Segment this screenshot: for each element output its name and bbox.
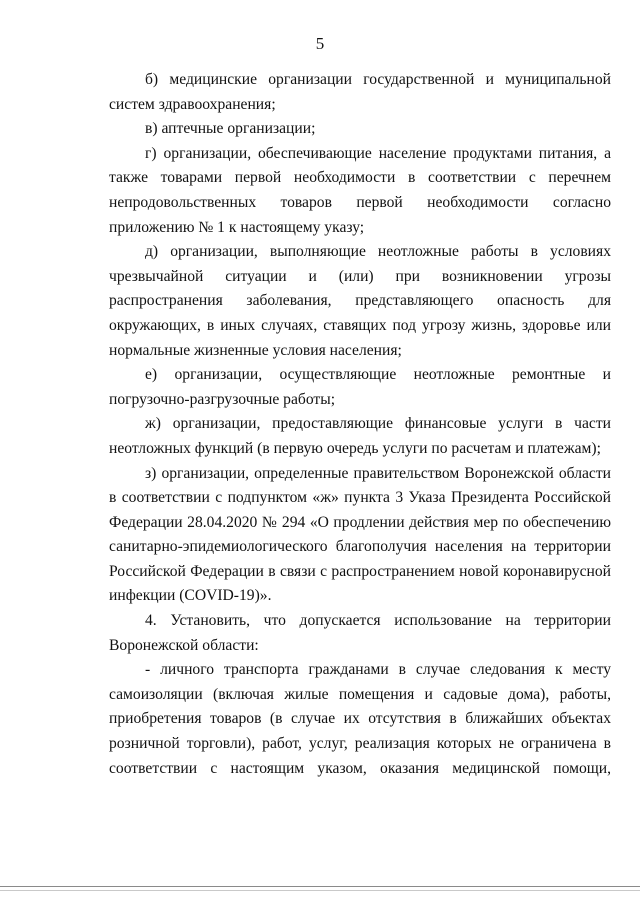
paragraph-d: д) организации, выполняющие неотложные работы в условиях чрезвычайной ситуации и (или) при возникновении угрозы распространения заболевания, представляющего опасность для окружающих, в иных случаях, ставящих под угрозу жизнь, здоровье или нормальные жизненные условия населения;: [109, 243, 611, 359]
paragraph-zh: ж) организации, предоставляющие финансовые услуги в части неотложных функций (в первую очередь услуги по расчетам и платежам);: [109, 415, 611, 457]
scan-edge-line-secondary: [0, 890, 640, 891]
paragraph-4-item: - личного транспорта гражданами в случае следования к месту самоизоляции (включая жилые помещения и садовые дома), работы, приобретения товаров (в случае их отсутствия в ближайших объектах розничной торговли), работ, услуг, реализация которых не ограничена в соответствии с настоящим указом, оказания медицинской помощи,: [109, 661, 611, 777]
paragraph-g: г) организации, обеспечивающие население продуктами питания, а также товарами первой необходимости в соответствии с перечнем непродовольственных товаров первой необходимости согласно приложению № 1 к настоящему указу;: [109, 144, 611, 236]
document-body: [109, 68, 611, 781]
paragraph-4: 4. Установить, что допускается использование на территории Воронежской области:: [109, 612, 611, 654]
paragraph-e: е) организации, осуществляющие неотложные ремонтные и погрузочно-разгрузочные работы;: [109, 366, 611, 408]
scan-edge-line: [0, 886, 640, 887]
paragraph-b: б) медицинские организации государственной и муниципальной систем здравоохранения;: [109, 71, 611, 113]
paragraph-v: в) аптечные организации;: [145, 120, 316, 138]
paragraph-z: з) организации, определенные правительством Воронежской области в соответствии с подпунктом «ж» пункта 3 Указа Президента Российской Федерации 28.04.2020 № 294 «О продлении действия мер по обеспечению санитарно-эпидемиологического благополучия населения на территории Российской Федерации в связи с распространением новой коронавирусной инфекции (COVID-19)».: [109, 464, 611, 605]
page-number: 5: [315, 34, 325, 53]
